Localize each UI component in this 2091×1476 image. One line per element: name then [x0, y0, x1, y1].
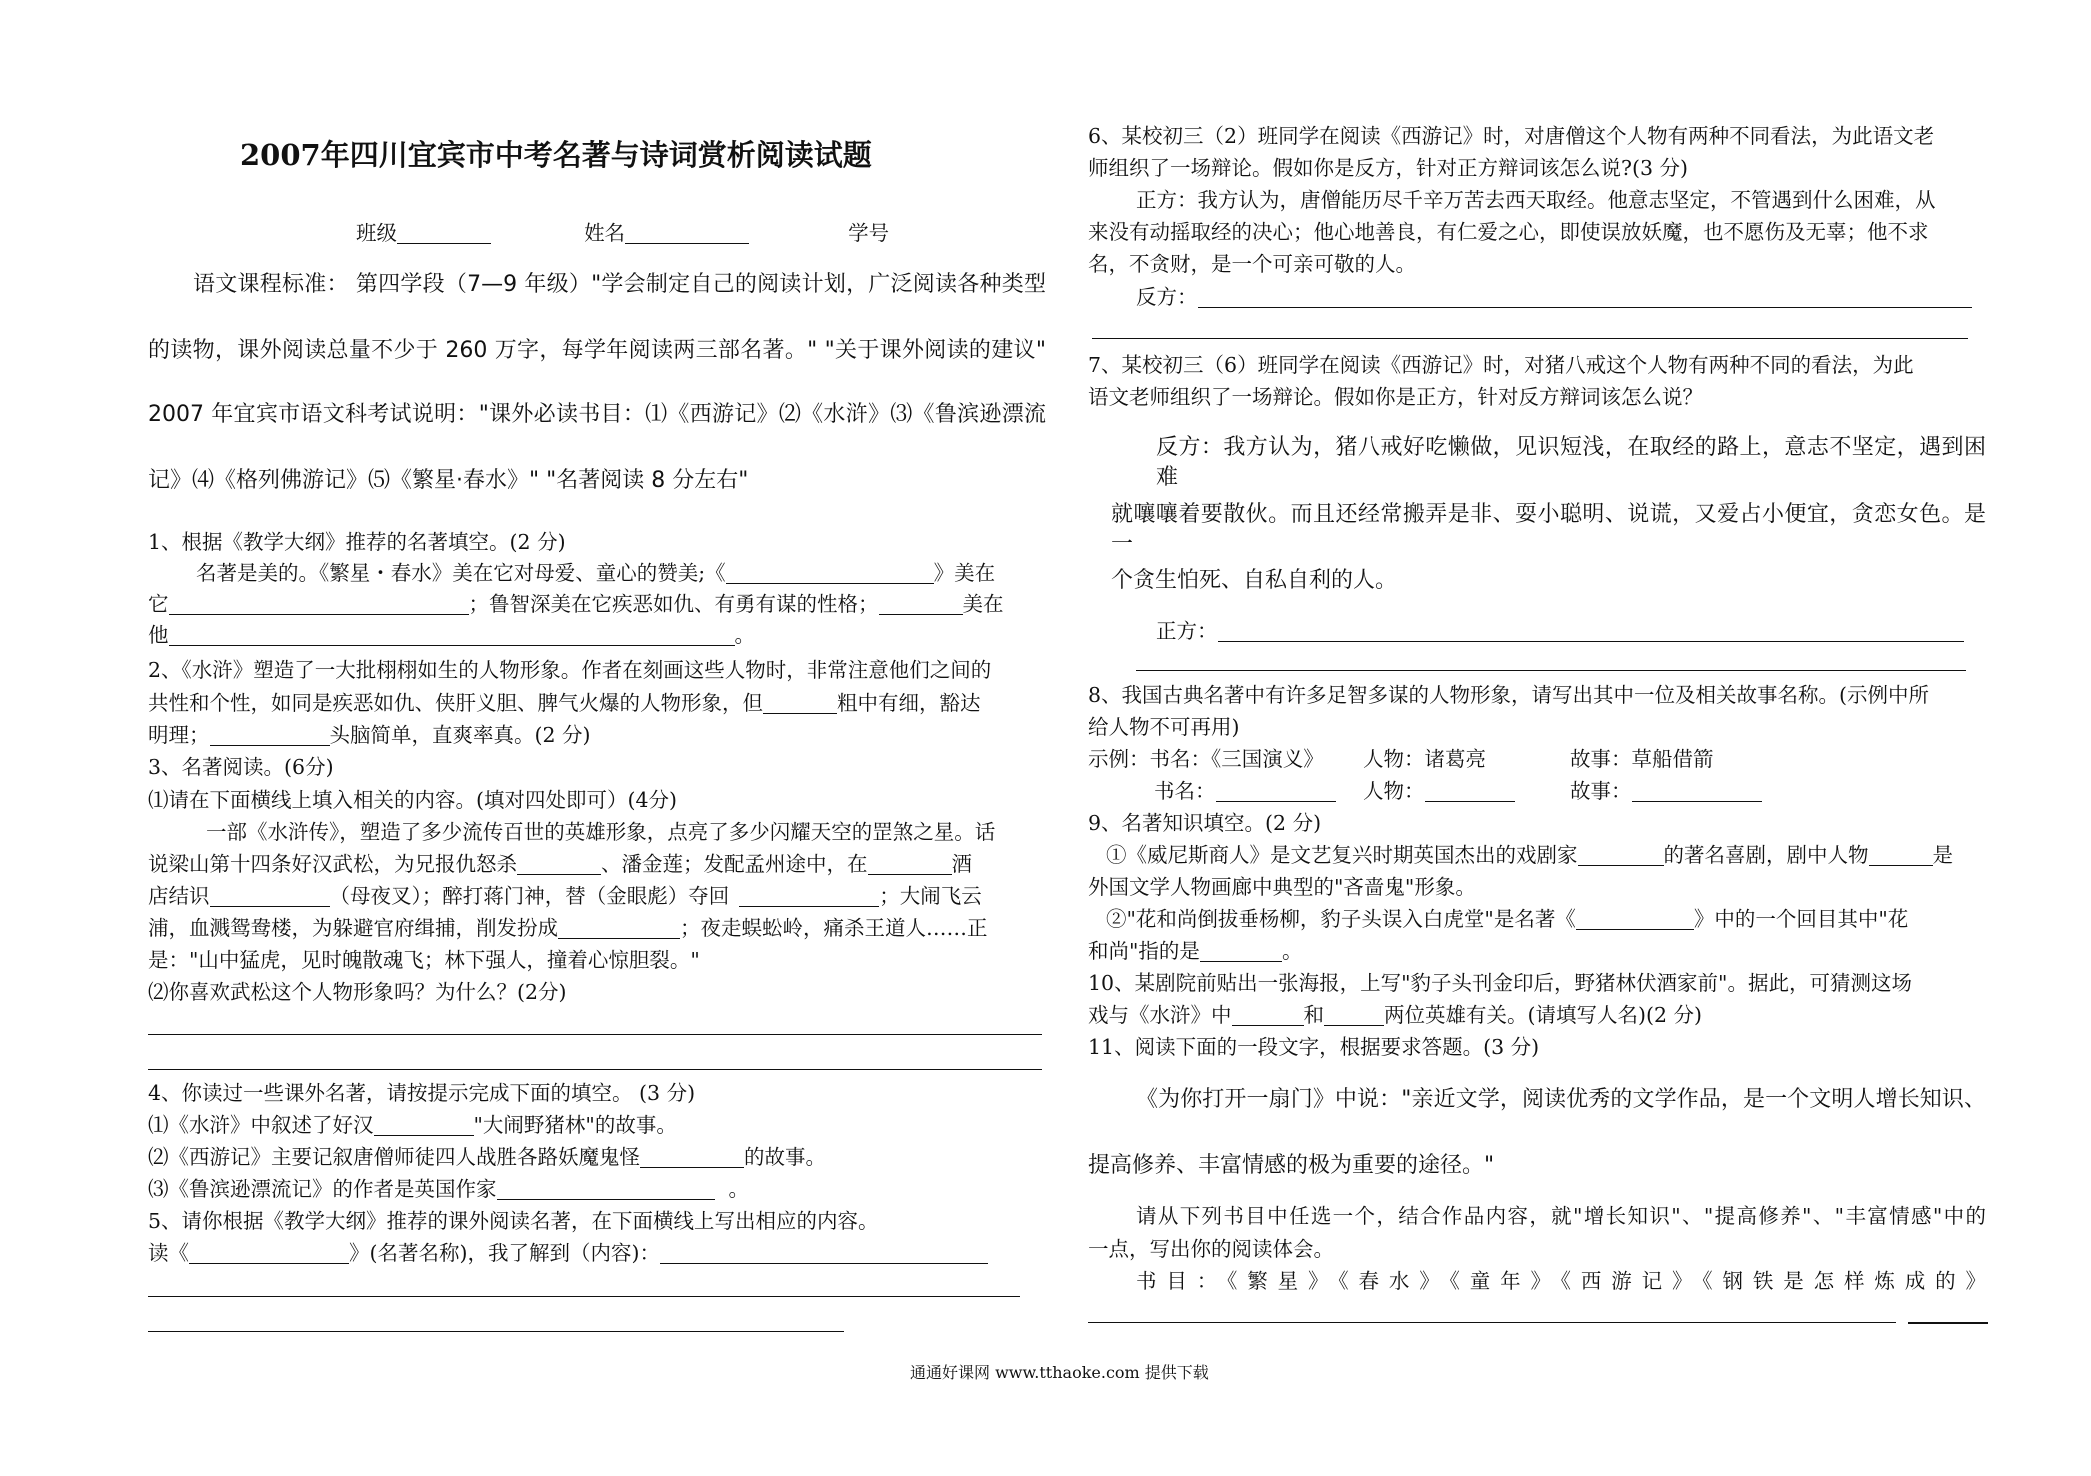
- q7-line-6: 正方：: [1156, 616, 1964, 646]
- footer-credit: 通通好课网 www.tthaoke.com 提供下载: [910, 1363, 1209, 1382]
- q8-example-book: 示例：书名：《三国演义》: [1088, 747, 1324, 771]
- q4-blank-3[interactable]: [497, 1179, 715, 1200]
- q7-answer-field[interactable]: [1218, 621, 1964, 642]
- q10-line-2: 戏与《水浒》中 和 两位英雄有关。(请填写人名)(2 分): [1088, 1003, 1703, 1027]
- q1-line-3: 他 。: [148, 623, 755, 647]
- q9-line-1: ①《威尼斯商人》是文艺复兴时期英国杰出的戏剧家 的著名喜剧，剧中人物 是: [1106, 843, 1953, 867]
- q2-line-1: 2、《水浒》塑造了一大批栩栩如生的人物形象。作者在刻画这些人物时，非常注意他们之间的: [148, 658, 992, 682]
- q5-content-field[interactable]: [660, 1243, 988, 1264]
- q3-passage-1: 一部《水浒传》，塑造了多少流传百世的英雄形象，点亮了多少闪耀天空的罡煞之星。话: [206, 820, 996, 844]
- page-title: 2007年四川宜宾市中考名著与诗词赏析阅读试题: [240, 138, 872, 172]
- q7-line-2: 语文老师组织了一场辩论。假如你是正方，针对反方辩词该怎么说？: [1088, 385, 1703, 409]
- q3-blank-4[interactable]: [739, 886, 879, 907]
- q3-passage-2: 说梁山第十四条好汉武松，为兄报仇怒杀 、潘金莲；发配孟州途中，在 酒: [148, 852, 972, 876]
- q5-answer-line-2[interactable]: [148, 1331, 844, 1332]
- q1-blank-4[interactable]: [169, 625, 735, 646]
- q6-answer-line-2[interactable]: [1092, 338, 1968, 339]
- q6-line-5: 名，不贪财，是一个可亲可敬的人。: [1088, 252, 1416, 276]
- intro-line-1: 语文课程标准： 第四学段（7—9 年级）"学会制定自己的阅读计划，广泛阅读各种类型: [193, 272, 1046, 297]
- q2-line-2: 共性和个性，如同是疾恶如仇、侠肝义胆、脾气火爆的人物形象，但 粗中有细，豁达: [148, 691, 981, 715]
- student-info-row: [356, 218, 889, 248]
- q8-example-person: 人物：诸葛亮: [1363, 747, 1486, 771]
- intro-line-4: 记》⑷《格列佛游记》⑸《繁星·春水》" "名著阅读 8 分左右": [148, 468, 749, 493]
- q6-line-3: 正方：我方认为，唐僧能历尽千辛万苦去西天取经。他意志坚定，不管遇到什么困难，从: [1136, 188, 1936, 212]
- q3-blank-5[interactable]: [558, 918, 680, 939]
- q11-stem: 11、阅读下面的一段文字，根据要求答题。(3 分): [1088, 1035, 1540, 1059]
- q9-line-2: 外国文学人物画廊中典型的"吝啬鬼"形象。: [1088, 875, 1476, 899]
- q6-line-6: 反方：: [1136, 282, 1972, 312]
- q11-quote-1: 《为你打开一扇门》中说："亲近文学，阅读优秀的文学作品，是一个文明人增长知识、: [1136, 1087, 1986, 1112]
- q1-stem: 1、根据《教学大纲》推荐的名著填空。(2 分): [148, 530, 566, 554]
- q8-story-field[interactable]: [1632, 781, 1762, 802]
- id-label: 学号: [848, 221, 890, 245]
- q11-answer-line[interactable]: [1088, 1322, 1896, 1323]
- q2-blank-2[interactable]: [210, 725, 330, 746]
- q7-line-1: 7、某校初三（6）班同学在阅读《西游记》时，对猪八戒这个人物有两种不同的看法，为此: [1088, 353, 1914, 377]
- q11-answer-line-end[interactable]: [1908, 1322, 1988, 1324]
- q3-blank-2[interactable]: [868, 854, 952, 875]
- intro-line-3: 2007 年宜宾市语文科考试说明："课外必读书目：⑴《西游记》⑵《水浒》⑶《鲁滨逊漂流: [148, 402, 1046, 427]
- q8-line-2: 给人物不可再用): [1088, 715, 1240, 739]
- q1-blank-1[interactable]: [726, 563, 934, 584]
- q3-passage-3: 店结识 （母夜叉）；醉打蒋门神，替（金眼彪）夺回 ；大闹飞云: [148, 884, 982, 908]
- q4-line-3: ⑶《鲁滨逊漂流记》的作者是英国作家 。: [148, 1177, 749, 1201]
- q5-book-field[interactable]: [189, 1243, 349, 1264]
- q7-line-4: 就嚷嚷着要散伙。而且还经常搬弄是非、耍小聪明、说谎，又爱占小便宜，贪恋女色。是一: [1111, 502, 1986, 557]
- q8-book-row: 书名：: [1154, 776, 1336, 806]
- class-label: 班级: [356, 221, 397, 245]
- q3-blank-3[interactable]: [210, 886, 330, 907]
- q9-line-4: 和尚"指的是 。: [1088, 939, 1303, 963]
- q9-stem: 9、名著知识填空。(2 分): [1088, 811, 1322, 835]
- q7-line-3: 反方：我方认为，猪八戒好吃懒做，见识短浅，在取经的路上，意志不坚定，遇到困难: [1156, 435, 1986, 490]
- q6-line-2: 师组织了一场辩论。假如你是反方，针对正方辩词该怎么说?(3 分): [1088, 156, 1689, 180]
- q4-line-2: ⑵《西游记》主要记叙唐僧师徒四人战胜各路妖魔鬼怪 的故事。: [148, 1145, 826, 1169]
- q3-sub-2: ⑵你喜欢武松这个人物形象吗？为什么？(2分): [148, 980, 567, 1004]
- q11-prompt-1: 请从下列书目中任选一个，结合作品内容，就"增长知识"、"提高修养"、"丰富情感"中的: [1136, 1204, 1986, 1228]
- q1-line-2: 它 ；鲁智深美在它疾恶如仇、有勇有谋的性格； 美在: [148, 592, 1004, 616]
- q3-answer-line-2[interactable]: [148, 1069, 1042, 1070]
- q9-blank-4[interactable]: [1200, 941, 1282, 962]
- q10-blank-1[interactable]: [1232, 1005, 1304, 1026]
- q4-blank-2[interactable]: [640, 1147, 744, 1168]
- q7-answer-line-2[interactable]: [1136, 670, 1966, 671]
- q1-line-1: 名著是美的。《繁星・春水》美在它对母爱、童心的赞美;《 》美在: [196, 561, 996, 585]
- q10-line-1: 10、某剧院前贴出一张海报，上写"豹子头刊金印后，野猪林伏酒家前"。据此，可猜测这场: [1088, 971, 1912, 995]
- q2-line-3: 明理； 头脑简单，直爽率真。(2 分): [148, 723, 591, 747]
- q3-passage-5: 是："山中猛虎，见时魄散魂飞；林下强人，撞着心惊胆裂。": [148, 948, 700, 972]
- q3-blank-1[interactable]: [517, 854, 601, 875]
- q9-blank-2[interactable]: [1869, 845, 1933, 866]
- q2-blank-1[interactable]: [763, 693, 837, 714]
- q3-sub-1: ⑴请在下面横线上填入相关的内容。(填对四处即可）(4分): [148, 788, 678, 812]
- q8-story-row: 故事：: [1570, 776, 1762, 806]
- q10-blank-2[interactable]: [1324, 1005, 1384, 1026]
- q3-answer-line-1[interactable]: [148, 1034, 1042, 1035]
- q6-line-4: 来没有动摇取经的决心；他心地善良，有仁爱之心，即使误放妖魔，也不愿伤及无辜；他不求: [1088, 220, 1929, 244]
- intro-line-2: 的读物，课外阅读总量不少于 260 万字，每学年阅读两三部名著。" "关于课外阅读的建议": [148, 338, 1046, 363]
- q5-stem: 5、请你根据《教学大纲》推荐的课外阅读名著，在下面横线上写出相应的内容。: [148, 1209, 879, 1233]
- q3-stem: 3、名著阅读。(6分): [148, 755, 334, 779]
- q6-answer-field[interactable]: [1198, 287, 1972, 308]
- class-field[interactable]: [397, 223, 491, 244]
- q5-line-1: 读《 》(名著名称)，我了解到（内容)：: [148, 1238, 988, 1268]
- q9-blank-1[interactable]: [1578, 845, 1664, 866]
- q8-line-1: 8、我国古典名著中有许多足智多谋的人物形象，请写出其中一位及相关故事名称。(示例中所: [1088, 683, 1930, 707]
- q4-line-1: ⑴《水浒》中叙述了好汉 "大闹野猪林"的故事。: [148, 1113, 677, 1137]
- q8-example-story: 故事：草船借箭: [1570, 747, 1714, 771]
- name-label: 姓名: [584, 221, 626, 245]
- q6-line-1: 6、某校初三（2）班同学在阅读《西游记》时，对唐僧这个人物有两种不同看法，为此语文老: [1088, 124, 1935, 148]
- q11-book-list: 书目：《繁星》《春水》《童年》《西游记》《钢铁是怎样炼成的》: [1136, 1269, 1986, 1293]
- name-field[interactable]: [625, 223, 749, 244]
- q4-blank-1[interactable]: [374, 1115, 474, 1136]
- q4-stem: 4、你读过一些课外名著，请按提示完成下面的填空。 (3 分): [148, 1081, 696, 1105]
- q11-prompt-2: 一点，写出你的阅读体会。: [1088, 1237, 1334, 1261]
- q3-passage-4: 浦，血溅鸳鸯楼，为躲避官府缉捕，削发扮成 ；夜走蜈蚣岭，痛杀王道人……正: [148, 916, 988, 940]
- q1-blank-3[interactable]: [879, 594, 963, 615]
- q8-person-row: 人物：: [1363, 776, 1515, 806]
- q1-blank-2[interactable]: [169, 594, 469, 615]
- q5-answer-line-1[interactable]: [148, 1296, 1020, 1297]
- q11-quote-2: 提高修养、丰富情感的极为重要的途径。": [1088, 1153, 1495, 1178]
- q9-line-3: ②"花和尚倒拔垂杨柳，豹子头误入白虎堂"是名著《 》中的一个回目其中"花: [1106, 907, 1909, 931]
- q9-blank-3[interactable]: [1576, 909, 1694, 930]
- q7-line-5: 个贪生怕死、自私自利的人。: [1111, 568, 1398, 593]
- q8-person-field[interactable]: [1425, 781, 1515, 802]
- q8-book-field[interactable]: [1216, 781, 1336, 802]
